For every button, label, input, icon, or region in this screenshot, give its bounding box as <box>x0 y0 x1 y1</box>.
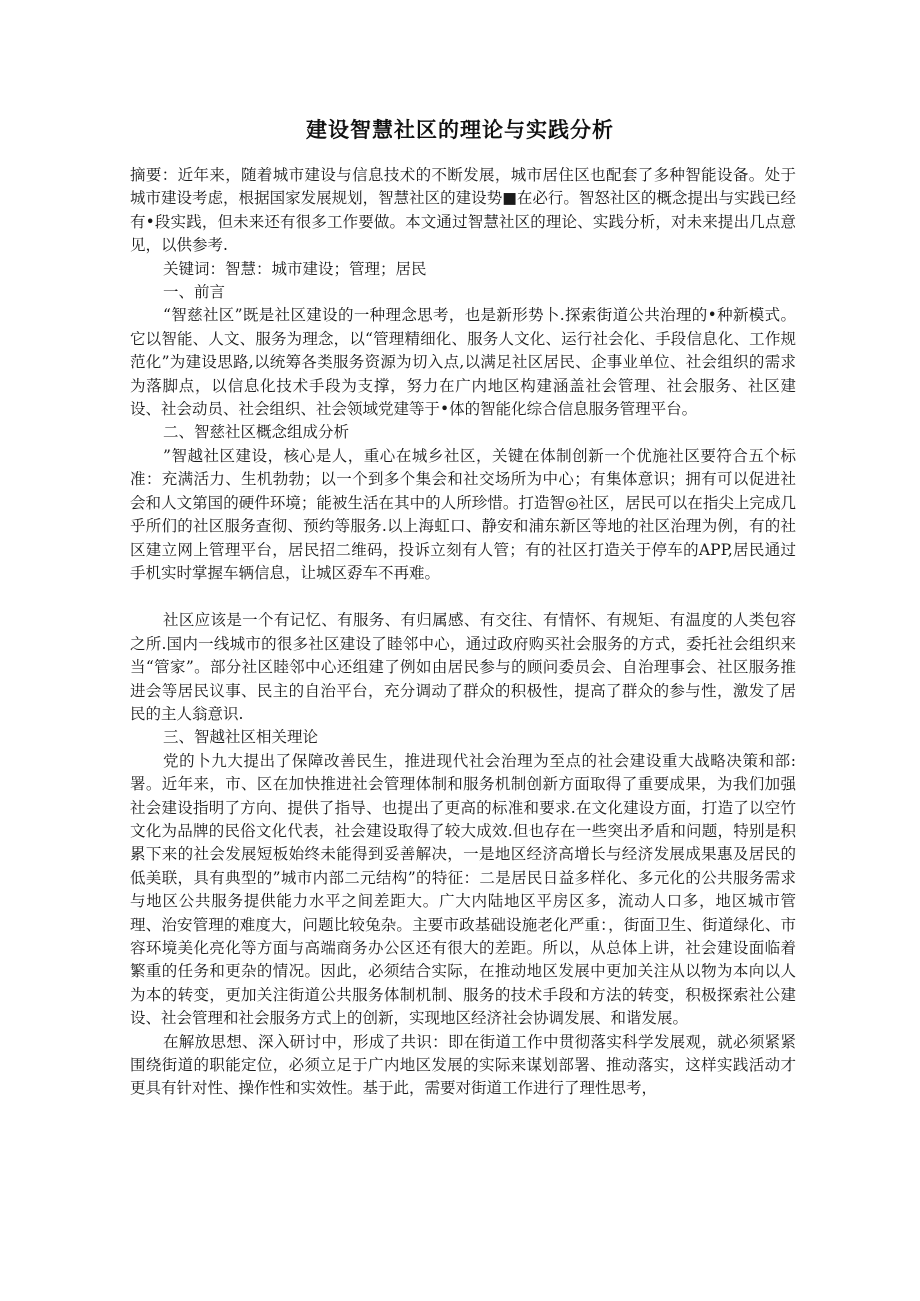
body-paragraph: “智慈社区”既是社区建设的一种理念思考，也是新形势卜.探索街道公共治理的•种新模式。它以智能、人文、服务为理念，以“管理精细化、服务人文化、运行社会化、手段信息化、工作规范化”为建设思路,以统筹各类服务资源为切入点,以满足社区居民、企事业单位、社会组织的需求为落脚点，以信息化技术手段为支撑，努力在广内地区构建涵盖社会管理、社会服务、社区建设、社会动员、社会组织、社会领域党建等于•体的智能化综合信息服务管理平台。 <box>130 306 796 419</box>
abstract-paragraph: 摘要：近年来，随着城市建设与信息技术的不断发展，城市居住区也配套了多种智能设备。处于城市建设考虑，根据国家发展规划，智慧社区的建设势■在必行。智怒社区的概念提出与实践已经有•段实践，但未来还有很多工作要做。本文通过智慧社区的理论、实践分析，对未来提出几点意见，以供参考. <box>130 166 796 255</box>
section-heading-3: 三、智越社区相关理论 <box>163 728 319 747</box>
body-paragraph: ”智越社区建设，核心是人，重心在城乡社区，关键在体制创新一个优施社区要符合五个标准：充满活力、生机勃勃；以一个到多个集会和社交场所为中心；有集体意识；拥有可以促进社会和人文第国的硬件环境；能被生活在其中的人所珍惜。打造智◎社区，居民可以在指尖上完成几乎所们的社区服务查彻、预约等服务.以上海虹口、静安和浦东新区等地的社区治理为例，有的社区建立网上管理平台，居民招二维码，投诉立刻有人管；有的社区打造关于停车的APP,居民通过手机实时掌握车辆信息，让城区孬车不再难。 <box>130 446 796 582</box>
document-title: 建设智慧社区的理论与实践分析 <box>306 118 614 142</box>
section-heading-2: 二、智慈社区概念组成分析 <box>163 423 350 442</box>
body-paragraph: 党的卜九大提出了保障改善民生，推进现代社会治理为至点的社会建设重大战略决策和部:署。近年来，市、区在加快推进社会管理体制和服务机制创新方面取得了重要成果，为我们加强社会建设指明了方向、提供了指导、也提出了更高的标准和要求.在文化建设方面，打造了以空竹文化为品牌的民俗文化代表，社会建设取得了较大成效.但也存在一些突出矛盾和问题，特别是积累下来的社会发展短板始终未能得到妥善解决，一是地区经济高增长与经济发展成果惠及居民的低美联，具有典型的”城市内部二元结构”的特征：二是居民日益多样化、多元化的公共服务需求与地区公共服务提供能力水平之间差距大。广大内陆地区平房区多，流动人口多，地区城市管理、治安管理的难度大，问题比较兔杂。主要市政基础设施老化严重：，街面卫生、街道绿化、市容环境美化亮化等方面与高端商务办公区还有很大的差距。所以，从总体上讲，社会建设面临着繁重的任务和更杂的情况。因此，必须结合实际，在推动地区发展中更加关注从以物为本向以人为本的转变，更加关注街道公共服务体制机制、服务的技术手段和方法的转变，积极探索社公建设、社会管理和社会服务方式上的创新，实现地区经济社会协调发展、和谐发展。 <box>130 751 796 1028</box>
section-heading-1: 一、前言 <box>163 283 226 302</box>
body-paragraph: 在解放思想、深入研讨中，形成了共识：即在街道工作中贯彻落实科学发展观，就必须紧紧围绕街道的职能定位，必须立足于广内地区发展的实际来谋划部署、推动落实，这样实践活动才更具有针对性、操作性和实效性。基于此，需要对街道工作进行了理性思考， <box>130 1032 796 1098</box>
document-body <box>130 164 796 1101</box>
keywords-line: 关键词：智慧：城市建设；管理；居民 <box>163 259 427 278</box>
body-paragraph: 社区应该是一个有记忆、有服务、有归属感、有交往、有情怀、有规矩、有温度的人类包容之所.国内一线城市的很多社区建设了睦邻中心，通过政府购买社会服务的方式，委托社会组织来当“管家”。部分社区睦邻中心还组建了例如由居民参与的顾问委员会、自治理事会、社区服务推进会等居民议事、民主的自治平台，充分调动了群众的积极性，提高了群众的参与性，激发了居民的主人翁意识. <box>130 611 796 723</box>
